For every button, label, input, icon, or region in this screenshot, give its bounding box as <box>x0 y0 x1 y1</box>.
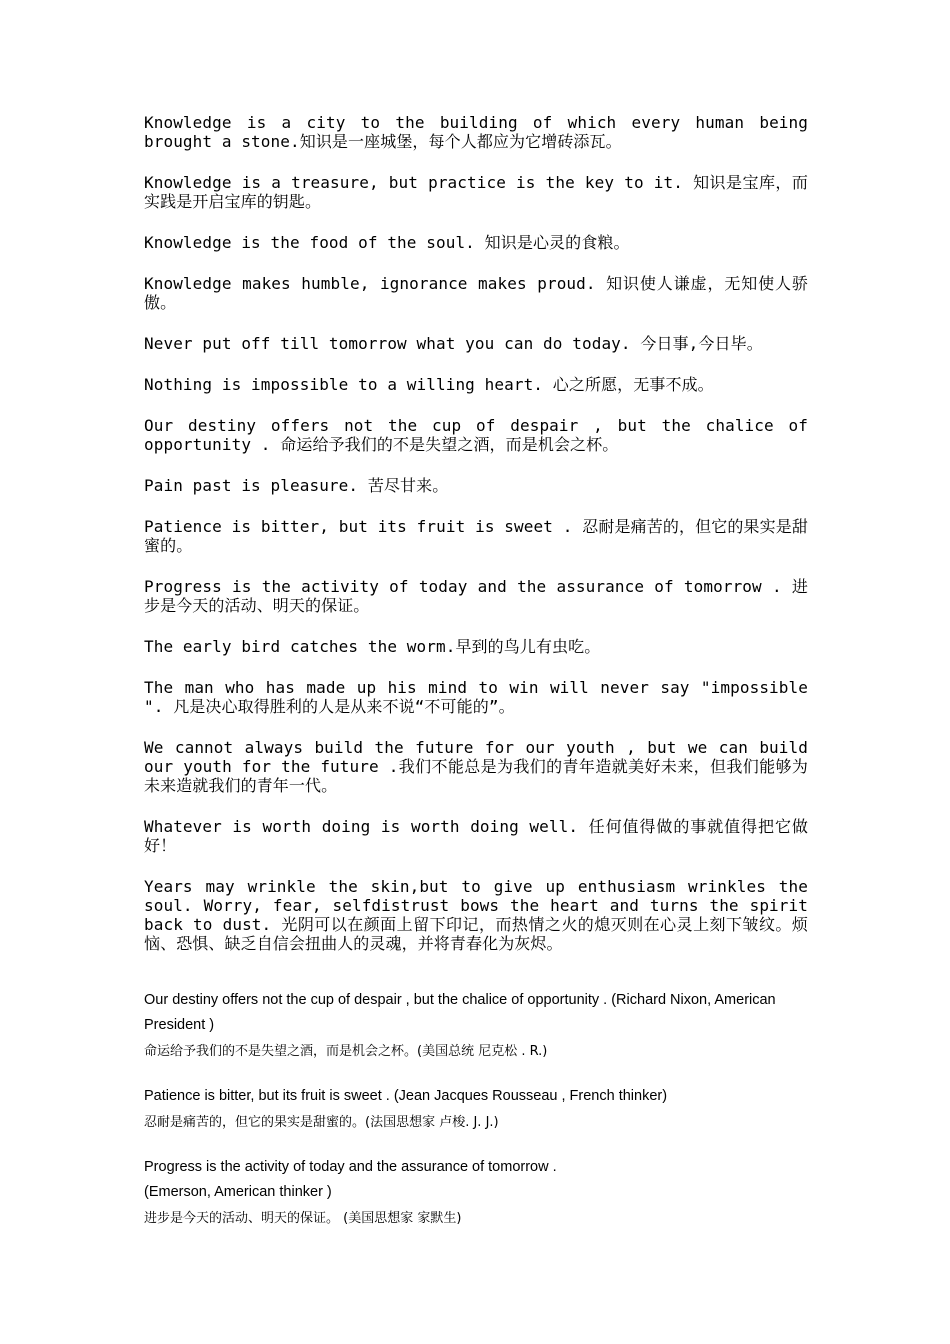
attributed-quote <box>144 988 808 1065</box>
attributed-quote <box>144 1155 808 1232</box>
quote-paragraph: Never put off till tomorrow what you can do today. 今日事,今日毕。 <box>144 334 763 353</box>
quote-paragraph: Patience is bitter, but its fruit is sweet . 忍耐是痛苦的，但它的果实是甜蜜的。 <box>144 517 808 555</box>
quote-paragraph: Pain past is pleasure. 苦尽甘来。 <box>144 476 449 495</box>
quote-paragraph: We cannot always build the future for our youth , but we can build our youth for the future .我们不能总是为我们的青年造就美好未来，但我们能够为未来造就我们的青年一代。 <box>144 738 808 795</box>
attributed-quote-chinese: 命运给予我们的不是失望之酒，而是机会之杯。(美国总统 尼克松 . R.) <box>144 1044 548 1059</box>
attributed-quote-chinese: 进步是今天的活动、明天的保证。 (美国思想家 家默生) <box>144 1211 462 1226</box>
quote-paragraph: Nothing is impossible to a willing heart. 心之所愿，无事不成。 <box>144 375 714 394</box>
attributed-quote-english: Patience is bitter, but its fruit is sweet . (Jean Jacques Rousseau , French thinker) <box>144 1088 668 1104</box>
attributed-quote-english: Our destiny offers not the cup of despair , but the chalice of opportunity . (Richard Nixon, American President ) <box>144 992 776 1033</box>
quote-list <box>144 113 808 975</box>
quote-paragraph: Our destiny offers not the cup of despair , but the chalice of opportunity . 命运给予我们的不是失望之酒，而是机会之杯。 <box>144 416 808 454</box>
quote-paragraph: Whatever is worth doing is worth doing well. 任何值得做的事就值得把它做好！ <box>144 817 808 855</box>
quote-paragraph: Progress is the activity of today and the assurance of tomorrow . 进步是今天的活动、明天的保证。 <box>144 577 808 615</box>
quote-paragraph: Years may wrinkle the skin,but to give up enthusiasm wrinkles the soul. Worry, fear, selfdistrust bows the heart and turns the spirit back to dust. 光阴可以在颜面上留下印记，而热情之火的熄灭则在心灵上刻下皱纹。烦恼、恐惧、缺乏自信会扭曲人的灵魂，并将青春化为灰烬。 <box>144 877 808 953</box>
quote-paragraph: The man who has made up his mind to win will never say "impossible ". 凡是决心取得胜利的人是从来不说“不可能的”。 <box>144 678 808 716</box>
quote-paragraph: Knowledge makes humble, ignorance makes proud. 知识使人谦虚，无知使人骄傲。 <box>144 274 808 312</box>
quote-paragraph: Knowledge is a treasure, but practice is the key to it. 知识是宝库，而实践是开启宝库的钥匙。 <box>144 173 808 211</box>
attributed-quote-english: Progress is the activity of today and the assurance of tomorrow . <box>144 1159 557 1175</box>
attributed-quote-list <box>144 988 808 1251</box>
attributed-quote <box>144 1084 808 1136</box>
quote-paragraph: The early bird catches the worm.早到的鸟儿有虫吃。 <box>144 637 601 656</box>
quote-paragraph: Knowledge is a city to the building of which every human being brought a stone.知识是一座城堡，每个人都应为它增砖添瓦。 <box>144 113 808 151</box>
quote-paragraph: Knowledge is the food of the soul. 知识是心灵的食粮。 <box>144 233 630 252</box>
attributed-quote-chinese: 忍耐是痛苦的，但它的果实是甜蜜的。(法国思想家 卢梭. J. J.) <box>144 1115 499 1130</box>
attributed-quote-author: (Emerson, American thinker ) <box>144 1184 332 1200</box>
